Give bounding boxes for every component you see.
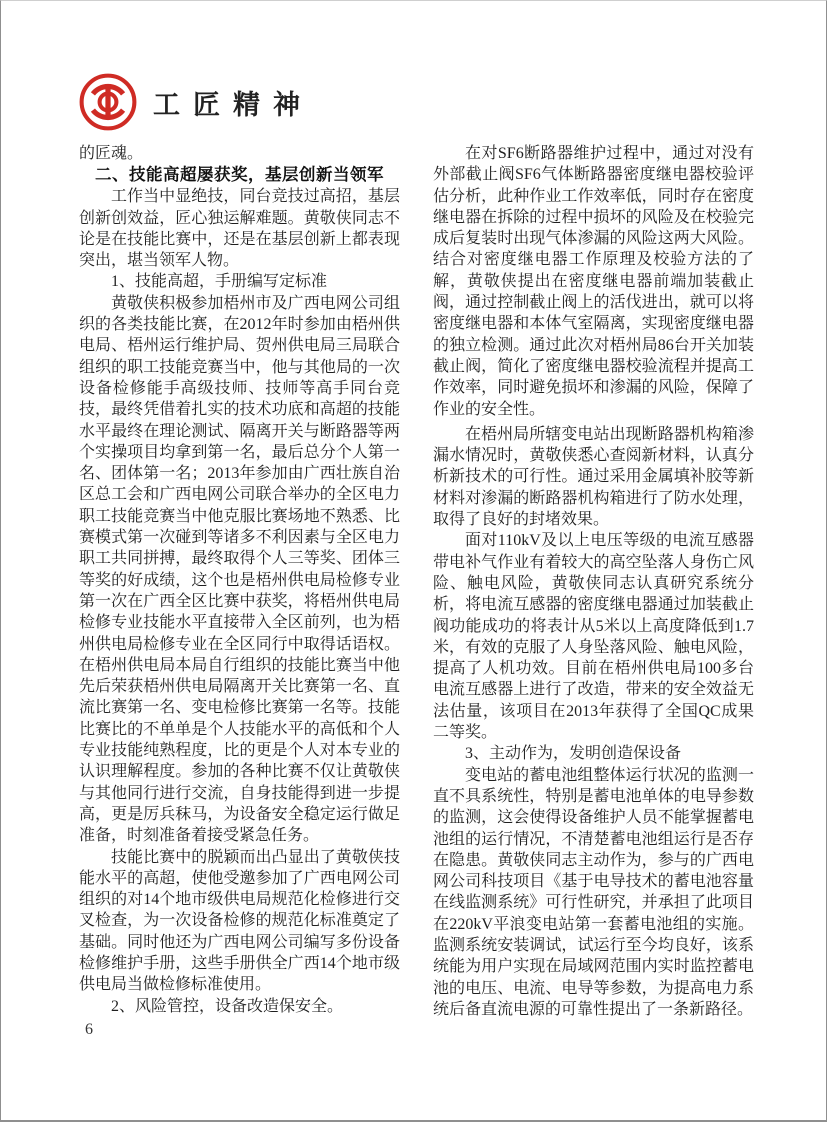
paragraph: 变电站的蓄电池组整体运行状况的监测一直不具系统性，特别是蓄电池单体的电导参数的监测，这会使得设备维护人员不能掌握蓄电池组的运行情况，不清楚蓄电池组运行是否存在隐患。黄敬侠同志主动作为，参与的广西电网公司科技项目《基于电导技术的蓄电池容量在线监测系统》可行性研究，并承担了此项目在220kV平浪变电站第一套蓄电池组的实施。监测系统安装调试，试运行至今均良好，该系统能为用户实现在局域网范围内实时监控蓄电池的电压、电流、电导等参数，为提高电力系统后备直流电源的可靠性提出了一条新路径。 bbox=[433, 766, 754, 1018]
paragraph: 工作当中显绝技，同台竞技过高招，基层创新创效益，匠心独运解难题。黄敬侠同志不论是在技能比赛中，还是在基层创新上都表现突出，堪当领军人物。 bbox=[79, 188, 400, 270]
page-header bbox=[79, 71, 313, 133]
paragraph: 在梧州局所辖变电站出现断路器机构箱渗漏水情况时，黄敬侠悉心查阅新材料，认真分析新技术的可行性。通过采用金属填补胶等新材料对渗漏的断路器机构箱进行了防水处理，取得了良好的封堵效果。 bbox=[433, 425, 754, 529]
paragraph: 技能比赛中的脱颖而出凸显出了黄敬侠技能水平的高超，使他受邀参加了广西电网公司组织的对14个地市级供电局规范化检修进行交叉检查，为一次设备检修的规范化标准奠定了基础。同时他还为广西电网公司编写多份设备检修维护手册，这些手册供全广西14个地市级供电局当做检修标准使用。 bbox=[79, 848, 400, 994]
trade-union-logo-icon bbox=[79, 73, 137, 131]
paragraph-continuation: 的匠魂。 bbox=[79, 145, 144, 162]
subsection-heading-2: 2、风险管控，设备改造保安全。 bbox=[111, 997, 344, 1015]
paragraph: 面对110kV及以上电压等级的电流互感器带电补气作业有着较大的高空坠落人身伤亡风险、触电风险，黄敬侠同志认真研究系统分析，将电流互感器的密度继电器通过加装截止阀功能成功的将表计从5米以上高度降低到1.7米，有效的克服了人身坠落风险、触电风险，提高了人机功效。目前在梧州供电局100多台电流互感器上进行了改造，带来的安全效益无法估量，该项目在2013年获得了全国QC成果二等奖。 bbox=[433, 532, 754, 742]
section-heading: 二、技能高超屡获奖，基层创新当领军 bbox=[95, 165, 384, 185]
right-column bbox=[433, 143, 754, 1020]
page-number: 6 bbox=[85, 1021, 93, 1038]
brand-title: 工匠精神 bbox=[153, 89, 313, 120]
paragraph: 黄敬侠积极参加梧州市及广西电网公司组织的各类技能比赛，在2012年时参加由梧州供电局、梧州运行维护局、贺州供电局三局联合组织的职工技能竞赛当中，他与其他局的一次设备检修能手高级技师、技师等高手同台竞技，最终凭借着扎实的技术功底和高超的技能水平最终在理论测试、隔离开关与断路器等两个实操项目均拿到第一名，最后总分个人第一名、团体第一名；2013年参加由广西壮族自治区总工会和广西电网公司联合举办的全区电力职工技能竞赛当中他克服比赛场地不熟悉、比赛模式第一次碰到等诸多不利因素与全区电力职工共同拼搏，最终取得个人三等奖、团体三等奖的好成绩，这个也是梧州供电局检修专业第一次在广西全区比赛中获奖，将梧州供电局检修专业技能水平直接带入全区前列，也为梧州供电局检修专业在全区同行中取得话语权。在梧州供电局本局自行组织的技能比赛当中他先后荣获梧州供电局隔离开关比赛第一名、直流比赛第一名、变电检修比赛第一名等。技能比赛比的不单单是个人技能水平的高低和个人专业技能纯熟程度，比的更是个人对本专业的认识理解程度。参加的各种比赛不仅让黄敬侠与其他同行进行交流，自身技能得到进一步提高，更是厉兵秣马，为设备安全稳定运行做足准备，时刻准备着接受紧急任务。 bbox=[79, 294, 400, 845]
subsection-heading-1: 1、技能高超，手册编写定标准 bbox=[111, 273, 328, 291]
paragraph: 在对SF6断路器维护过程中，通过对没有外部截止阀SF6气体断路器密度继电器校验评估分析，此种作业工作效率低，同时存在密度继电器在拆除的过程中损坏的风险及在校验完成后复装时出现气体渗漏的风险这两大风险。结合对密度继电器工作原理及校验方法的了解，黄敬侠提出在密度继电器前端加装截止阀，通过控制截止阀上的活伐进出，就可以将密度继电器和本体气室隔离，实现密度继电器的独立检测。通过此次对梧州局86台开关加装截止阀，简化了密度继电器校验流程并提高工作效率，同时避免损坏和渗漏的风险，保障了作业的安全性。 bbox=[433, 145, 754, 418]
subsection-heading-3: 3、主动作为，发明创造保设备 bbox=[465, 745, 682, 763]
left-column bbox=[79, 143, 400, 1020]
article-body bbox=[79, 143, 755, 1020]
